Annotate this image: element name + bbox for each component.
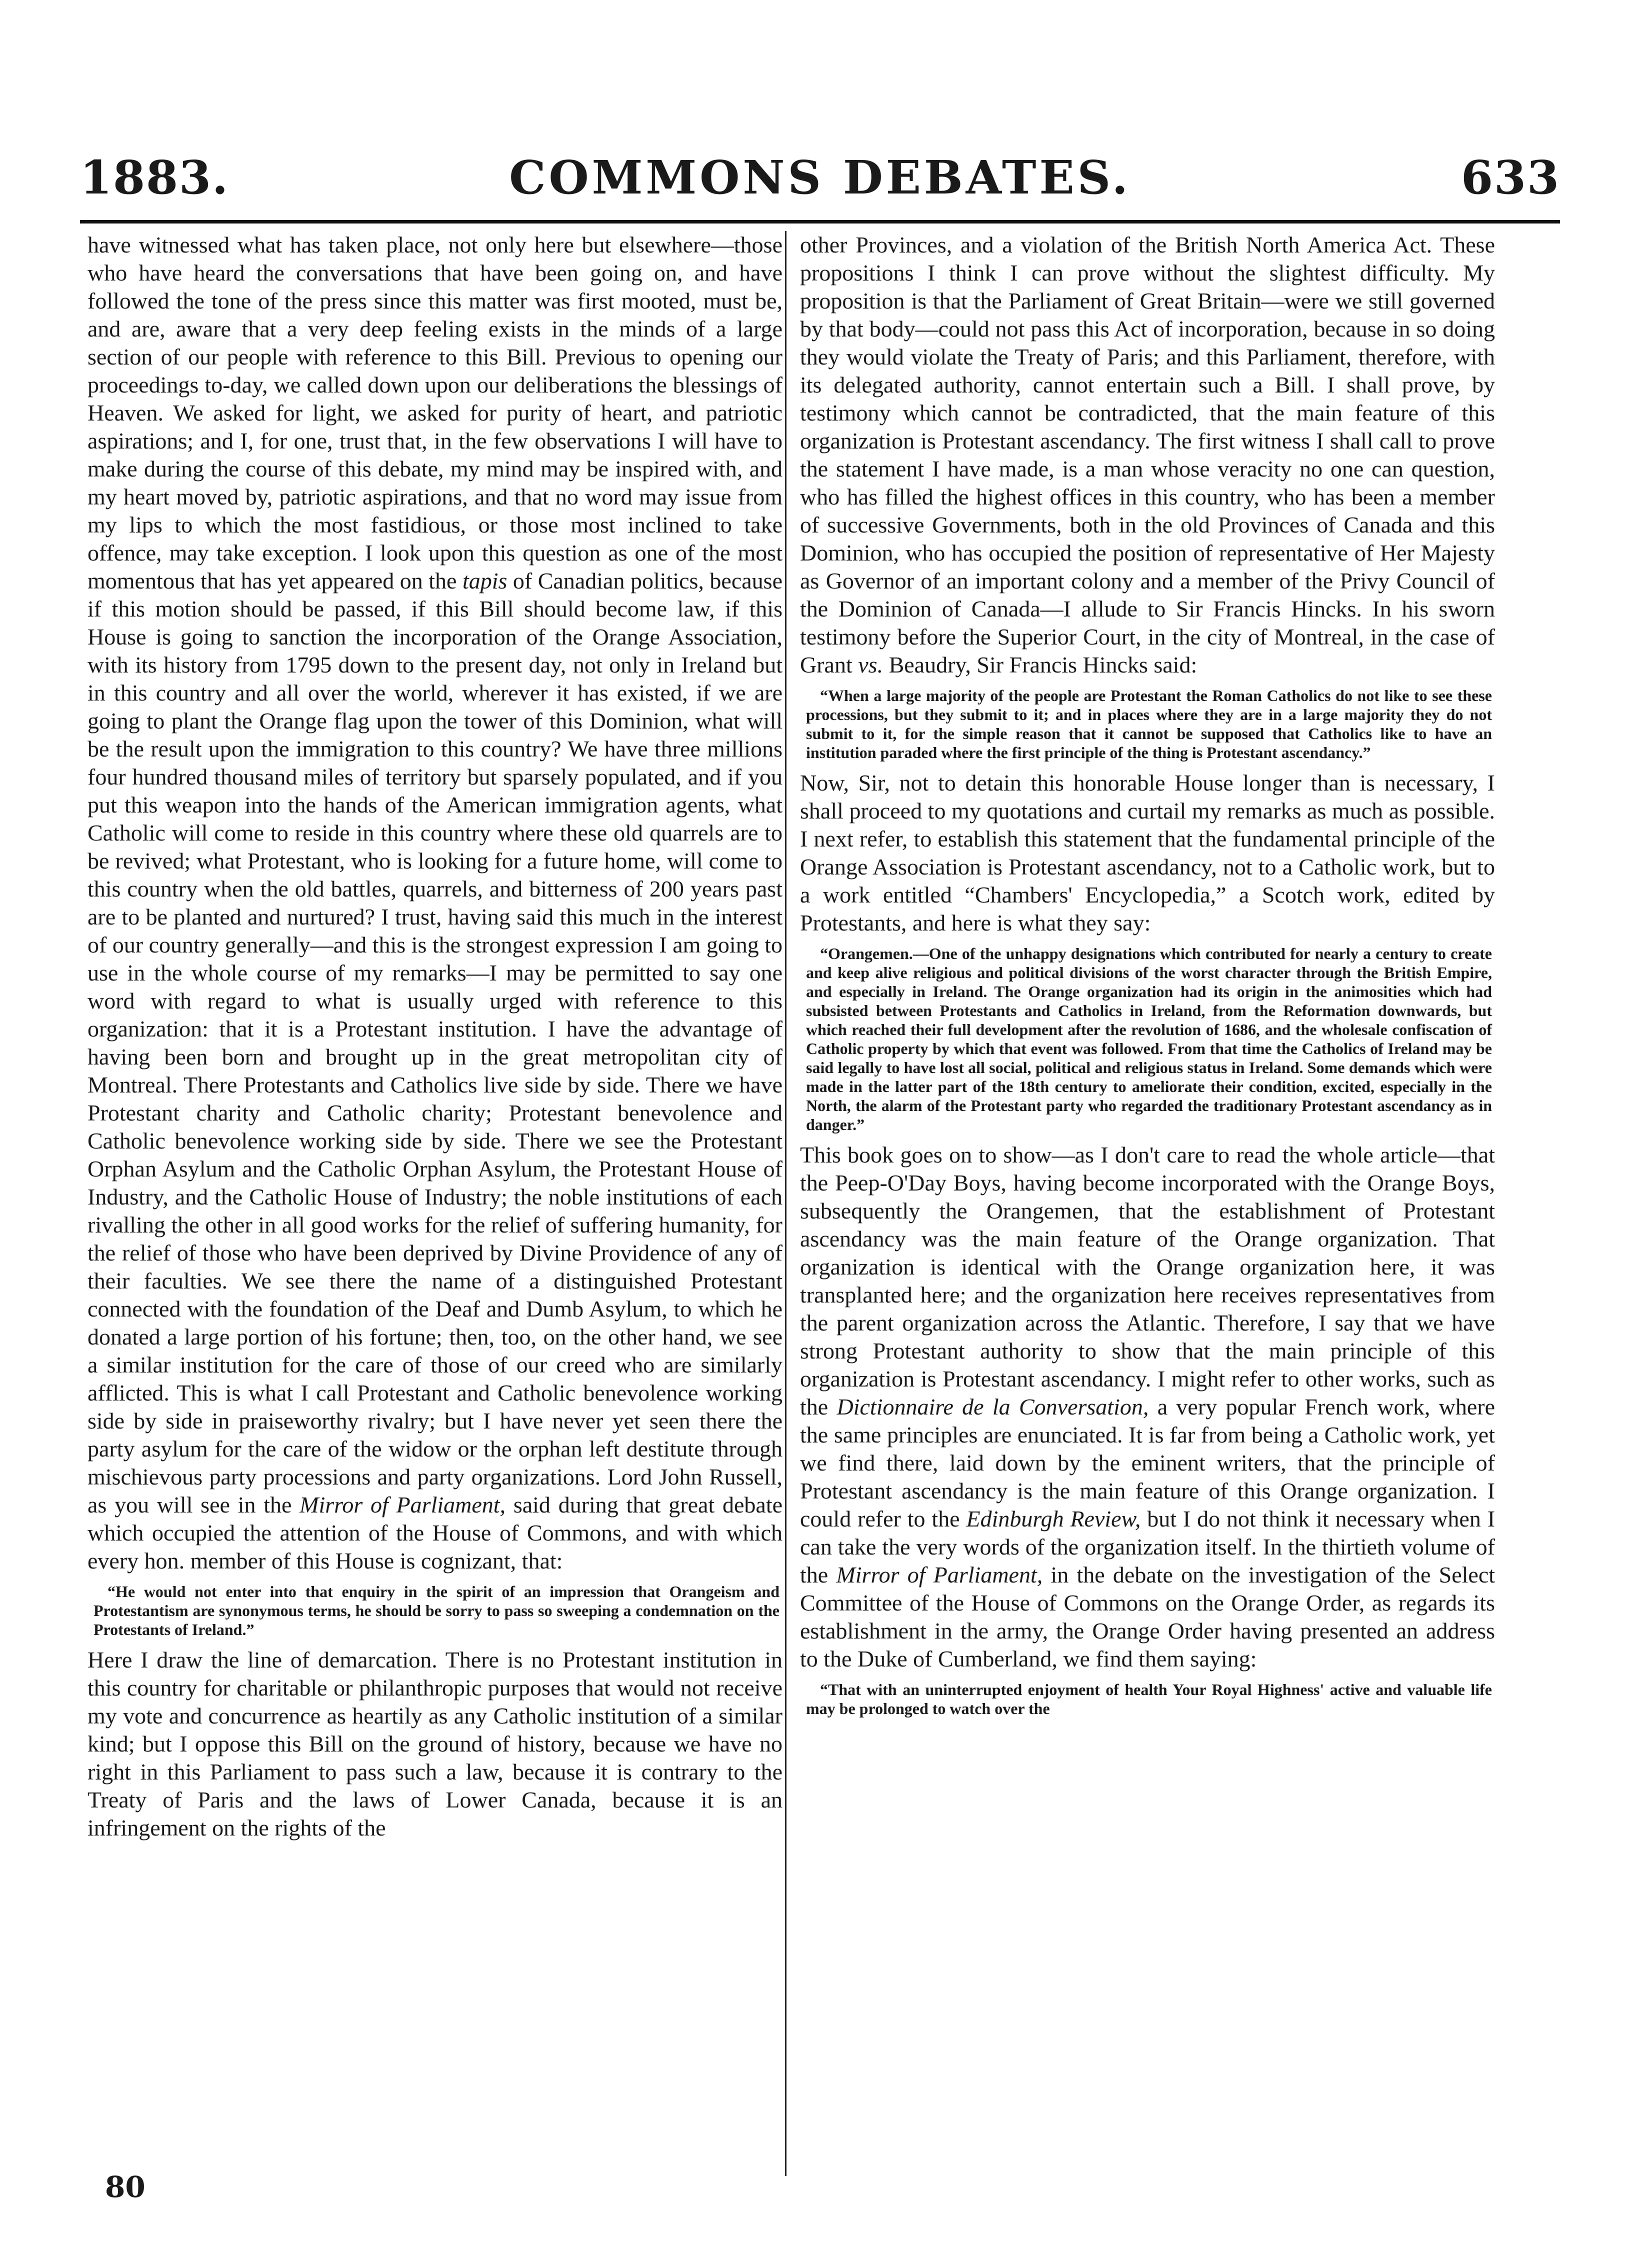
right-quote-hincks: “When a large majority of the people are Protestant the Roman Catholics do not like to see these processions, but they submit to it; and in places where they are in a large majority they do not submit to it, for the simple reason that it cannot be supposed that Catholics like to have an institution paraded where the first principle of the thing is Protestant ascendancy.” (806, 686, 1492, 762)
left-column (88, 231, 782, 2196)
italic-vs: vs. (858, 652, 884, 678)
column-divider (785, 231, 786, 2176)
italic-term: tapis (462, 568, 508, 594)
italic-edinburgh: Edinburgh Review, (966, 1506, 1141, 1532)
header-rule (80, 220, 1560, 224)
page-number: 633 (1460, 150, 1560, 204)
italic-mirror: Mirror of Parliament, (836, 1562, 1043, 1588)
right-quote-chambers: “Orangemen.—One of the unhappy designations which contributed for nearly a century to create and keep alive religious and political divisions of the worst character through the British Empire, and especially in Ireland. The Orange organization had its origin in the animosities which had subsisted between Protestants and Catholics in Ireland, from the Reformation downwards, but which reached their full development after the revolution of 1686, and the wholesale confiscation of Catholic property by which that event was followed. From that time the Catholics of Ireland may be said legally to have lost all social, political and religious status in Ireland. Some demands which were made in the latter part of the 18th century to ameliorate their condition, excited, especially in the North, the alarm of the Protestant party who regarded the traditionary Protestant ascendancy as in danger.” (806, 944, 1492, 1134)
left-paragraph-1: have witnessed what has taken place, not only here but elsewhere—those who have heard the conversations that have been going on, and have followed the tone of the press since this matter was first mooted, must be, and are, aware that a very deep feeling exists in the minds of a large section of our people with reference to this Bill. Previous to opening our proceedings to-day, we called down upon our deliberations the blessings of Heaven. We asked for light, we asked for purity of heart, and patriotic aspirations; and I, for one, trust that, in the few observations I will have to make during the course of this debate, my mind may be inspired with, and my heart moved by, patriotic aspirations, and that no word may issue from my lips to which the most fastidious, or those most inclined to take offence, may take exception. I look upon this question as one of the most momentous that has yet appeared on the tapis of Canadian politics, because if this motion should be passed, if this Bill should become law, if this House is going to sanction the incorporation of the Orange Association, with its history from 1795 down to the present day, not only in Ireland but in this country and all over the world, wherever it has existed, if we are going to plant the Orange flag upon the tower of this Dominion, what will be the result upon the immigration to this country? We have three millions four hundred thousand miles of territory but sparsely populated, and if you put this weapon into the hands of the American immigration agents, what Catholic will come to reside in this country where these old quarrels are to be revived; what Protestant, who is looking for a future home, will come to this country when the old battles, quarrels, and bitterness of 200 years past are to be planted and nurtured? I trust, having said this much in the interest of our country generally—and this is the strongest expression I am going to use in the whole course of my remarks—I may be permitted to say one word with regard to what is usually urged with reference to this organization: that it is a Protestant institution. I have the advantage of having been born and brought up in the great metropolitan city of Montreal. There Protestants and Catholics live side by side. There we have Protestant charity and Catholic charity; Protestant benevolence and Catholic benevolence working side by side. There we see the Protestant Orphan Asylum and the Catholic Orphan Asylum, the Protestant House of Industry, and the Catholic House of Industry; the noble institutions of each rivalling the other in all good works for the relief of suffering humanity, for the relief of those who have been deprived by Divine Providence of any of their faculties. We see there the name of a distinguished Protestant connected with the foundation of the Deaf and Dumb Asylum, to which he donated a large portion of his fortune; then, too, on the other hand, we see a similar institution for the care of those of our creed who are similarly afflicted. This is what I call Protestant and Catholic benevolence working side by side in praiseworthy rivalry; but I have never yet seen there the party asylum for the care of the widow or the orphan left destitute through mischievous party processions and party organizations. Lord John Russell, as you will see in the Mirror of Parliament, said during that great debate which occupied the attention of the House of Commons, and with which every hon. member of this House is cognizant, that: (88, 232, 782, 1574)
right-quote-address: “That with an uninterrupted enjoyment of health Your Royal Highness' active and valuable life may be prolonged to watch over the (806, 1680, 1492, 1718)
italic-dictionnaire: Dictionnaire de la Conversation, (836, 1394, 1149, 1420)
running-title: COMMONS DEBATES. (509, 150, 1131, 204)
left-paragraph-2: Here I draw the line of demarcation. There is no Protestant institution in this country for charitable or philanthropic purposes that would not receive my vote and concurrence as heartily as any Catholic institution of a similar kind; but I oppose this Bill on the ground of history, because we have no right in this Parliament to pass such a law, because it is contrary to the Treaty of Paris and the laws of Lower Canada, because it is an infringement on the rights of the (88, 1647, 782, 1840)
left-quote-russell: “He would not enter into that enquiry in the spirit of an impression that Orangeism and Protestantism are synonymous terms, he should be sorry to pass so sweeping a condemnation on the Protestants of Ireland.” (94, 1582, 780, 1638)
right-column (800, 231, 1495, 2196)
signature-mark: 80 (105, 2170, 146, 2204)
right-paragraph-1: other Provinces, and a violation of the British North America Act. These propositions I think I can prove without the slightest difficulty. My proposition is that the Parliament of Great Britain—were we still governed by that body—could not pass this Act of incorporation, because in so doing they would violate the Treaty of Paris; and this Parliament, therefore, with its delegated authority, cannot entertain such a Bill. I shall prove, by testimony which cannot be contradicted, that the main feature of this organization is Protestant ascendancy. The first witness I shall call to prove the statement I have made, is a man whose veracity no one can question, who has filled the highest offices in this country, who has been a member of successive Governments, both in the old Provinces of Canada and this Dominion, who has occupied the position of representative of Her Majesty as Governor of an important colony and a member of the Privy Council of the Dominion of Canada—I allude to Sir Francis Hincks. In his sworn testimony before the Superior Court, in the city of Montreal, in the case of Grant vs. Beaudry, Sir Francis Hincks said: (800, 232, 1495, 678)
page-header (80, 150, 1560, 205)
header-year: 1883. (80, 150, 230, 204)
right-paragraph-2: Now, Sir, not to detain this honorable House longer than is necessary, I shall proceed to my quotations and curtail my remarks as much as possible. I next refer, to establish this statement that the fundamental principle of the Orange Association is Protestant ascendancy, not to a Catholic work, but to a work entitled “Chambers' Encyclopedia,” a Scotch work, edited by Protestants, and here is what they say: (800, 770, 1495, 936)
italic-title: Mirror of Parliament, (300, 1492, 506, 1518)
right-paragraph-3: This book goes on to show—as I don't care to read the whole article—that the Peep-O'Day Boys, having become incorporated with the Orange Boys, subsequently the Orangemen, that the establishment of Protestant ascendancy was the main feature of the Orange organization. That organization is identical with the Orange organization here, it was transplanted here; and the organization here receives representatives from the parent organization across the Atlantic. Therefore, I say that we have strong Protestant authority to show that the main principle of this organization is Protestant ascendancy. I might refer to other works, such as the Dictionnaire de la Conversation, a very popular French work, where the same principles are enunciated. It is far from being a Catholic work, yet we find there, laid down by the eminent writers, that the principle of Protestant ascendancy is the main feature of this Orange organization. I could refer to the Edinburgh Review, but I do not think it necessary when I can take the very words of the organization itself. In the thirtieth volume of the Mirror of Parliament, in the debate on the investigation of the Select Committee of the House of Commons on the Orange Order, as regards its establishment in the army, the Orange Order having presented an address to the Duke of Cumberland, we find them saying: (800, 1142, 1495, 1672)
